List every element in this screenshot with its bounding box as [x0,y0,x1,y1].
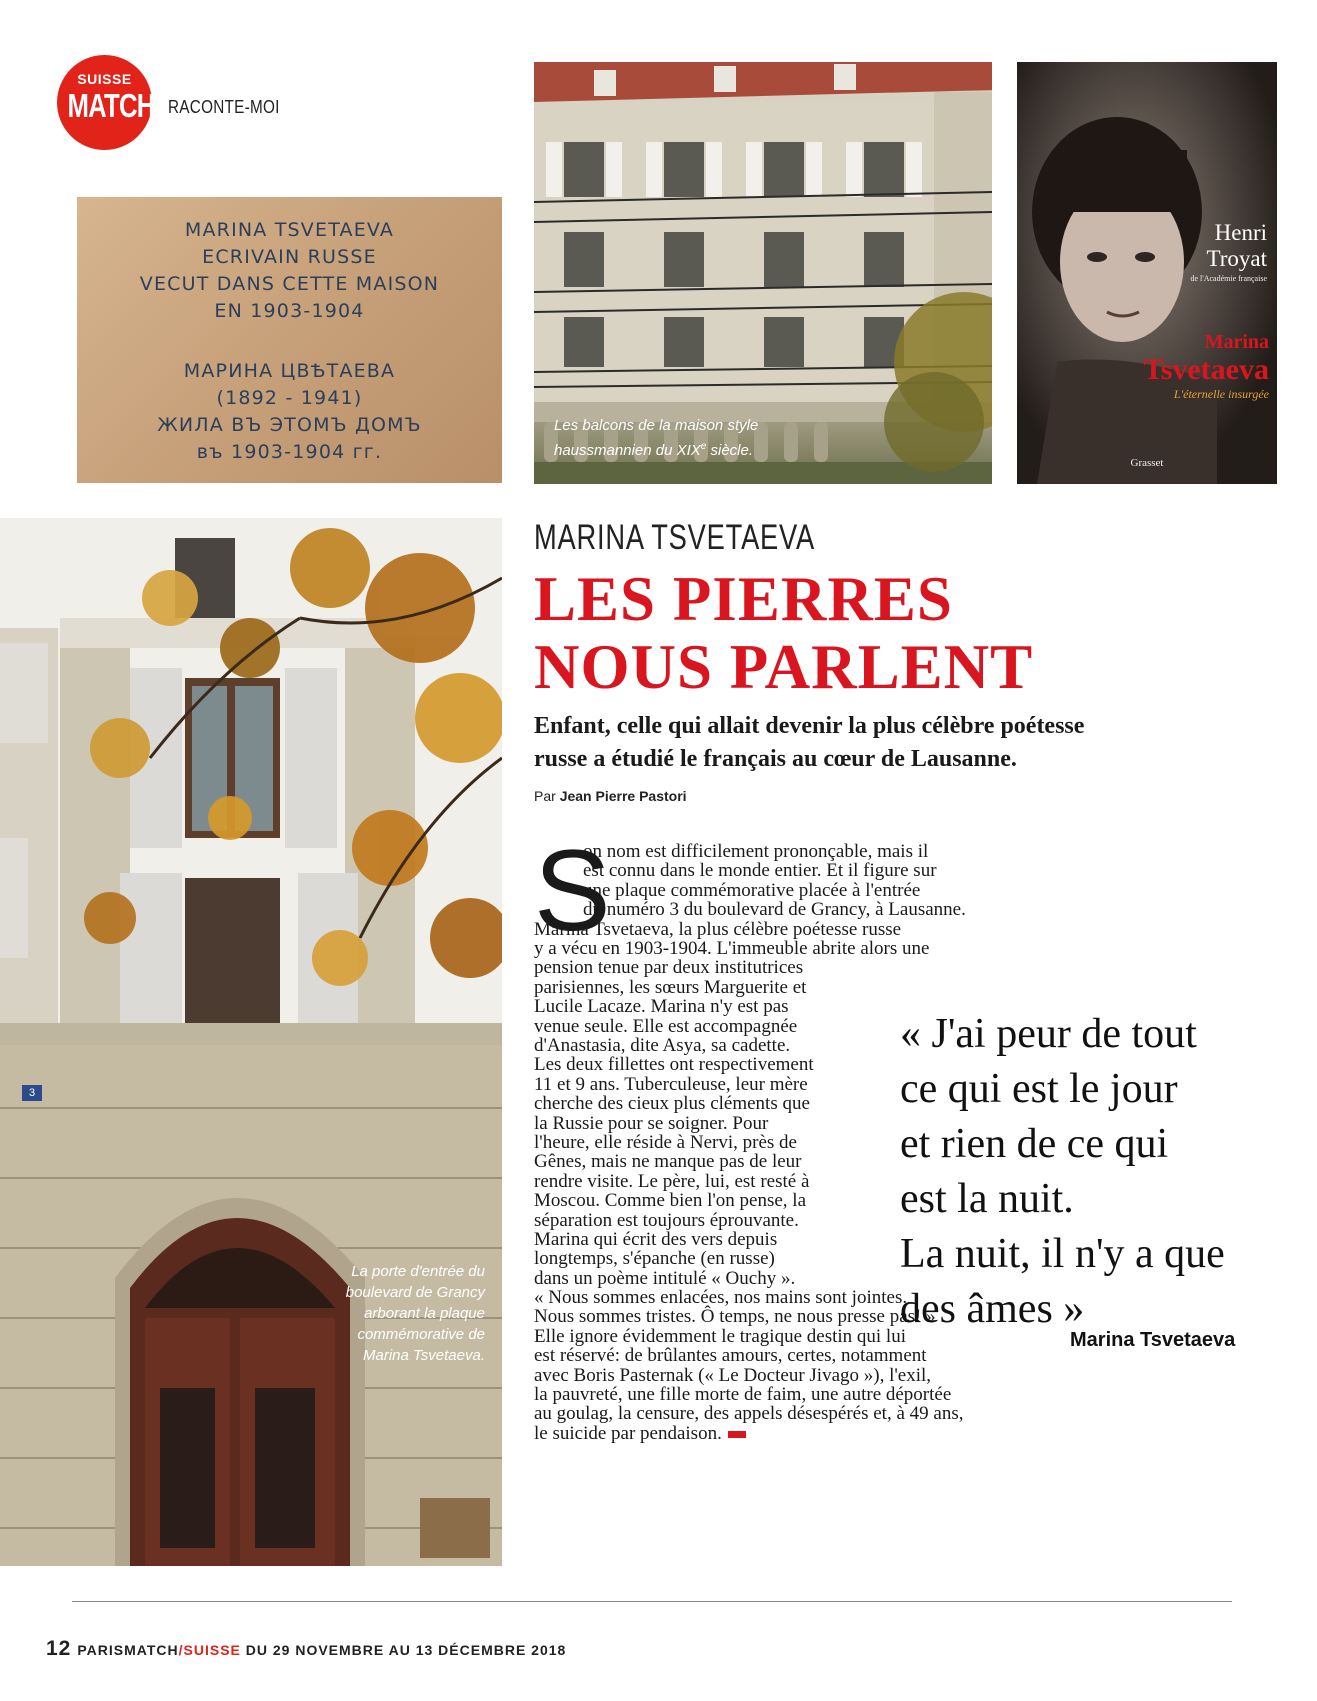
footer-brand: PARISMATCH [77,1642,179,1658]
plaque-line: MARINA TSVETAEVA [184,219,395,241]
pull-quote-author: Marina Tsvetaeva [1070,1329,1236,1351]
quote-line: des âmes » [900,1286,1085,1332]
title-line: NOUS PARLENT [534,632,1034,702]
byline-prefix: Par [534,788,560,804]
plaque-photo [77,197,502,483]
quote-line: et rien de ce qui [900,1121,1169,1167]
caption-superscript: e [700,441,707,452]
plaque-line: ЖИЛА ВЪ ЭТОМЪ ДОМЪ [157,414,422,436]
body-line: parisiennes, les sœurs Marguerite et [534,976,807,998]
body-line: l'heure, elle réside à Nervi, près de [534,1132,797,1154]
building-illustration [0,518,502,1566]
body-line: Les deux fillettes ont respectivement [534,1054,814,1076]
body-line: « Nous sommes enlacées, nos mains sont jointes. [534,1287,908,1308]
caption-line: arborant la plaque [364,1305,485,1322]
book-title [1137,328,1269,384]
book-subtitle: L'éternelle insurgée [1173,387,1269,401]
logo-main-text: MATCH [67,87,155,124]
body-line: 11 et 9 ans. Tuberculeuse, leur mère [534,1073,808,1095]
body-line: Lucile Lacaze. Marina n'y est pas [534,996,789,1018]
book-academy: de l'Académie française [1190,274,1267,283]
body-line: longtemps, s'épanche (en russe) [534,1248,775,1270]
body-line: Marina qui écrit des vers depuis [534,1229,778,1251]
byline [534,788,687,804]
body-line: Marina Tsvetaeva, la plus célèbre poétesse russe [534,918,902,940]
building-photo [0,518,502,1566]
body-line: Moscou. Comme bien l'on pense, la [534,1190,807,1212]
body-line: Elle ignore évidemment le tragique destin qui lui [534,1325,906,1347]
footer-divider [72,1601,1232,1602]
quote-line: La nuit, il n'y a que [900,1231,1225,1277]
plaque-line: EN 1903-1904 [214,300,365,322]
plaque-line: VECUT DANS CETTE MAISON [139,273,440,295]
body-line: la pauvreté, une fille morte de faim, une autre déportée [534,1384,952,1406]
body-line: une plaque commémorative placée à l'entrée [583,879,921,901]
suisse-match-logo [57,55,155,150]
page-number: 12 [46,1637,72,1660]
body-line: au goulag, la censure, des appels désespérés et, à 49 ans, [534,1403,964,1425]
body-line: Nous sommes tristes. Ô temps, ne nous presse pas! » [534,1306,936,1328]
plaque-line: въ 1903-1904 гг. [196,441,383,463]
body-line: cherche des cieux plus cléments que [534,1093,810,1115]
body-line: le suicide par pendaison. [534,1422,722,1444]
body-line: la Russie pour se soigner. Pour [534,1112,769,1134]
body-line: venue seule. Elle est accompagnée [534,1015,798,1037]
book-portrait [1017,62,1277,484]
caption-line [554,436,758,461]
body-line: Gênes, mais ne manque pas de leur [534,1151,802,1173]
page-footer [46,1637,566,1661]
logo-top-text: SUISSE [77,71,132,87]
building-caption [290,1261,485,1366]
section-label: RACONTE-MOI [168,97,280,117]
article-kicker: MARINA TSVETAEVA [534,518,816,557]
house-number-plate: 3 [22,1085,42,1101]
body-line: dans un poème intitulé « Ouchy ». [534,1267,796,1289]
footer-slash: / [178,1642,184,1658]
book-author [1172,220,1267,272]
book-title-line1: Marina [1204,331,1269,353]
body-line: est connu dans le monde entier. Et il figure sur [583,860,937,882]
book-cover [1017,62,1277,484]
title-line: LES PIERRES [534,564,953,634]
body-line: avec Boris Pasternak (« Le Docteur Jivago »), l'exil, [534,1364,932,1386]
quote-line: est la nuit. [900,1176,1074,1222]
book-title-line2: Tsvetaeva [1143,353,1269,386]
body-line: on nom est difficilement prononçable, mais il [583,841,929,862]
body-line: est réservé: de brûlantes amours, certes, notamment [534,1345,927,1367]
deck-line: russe a étudié le français au cœur de Lausanne. [534,746,1017,772]
plaque-line: ECRIVAIN RUSSE [202,246,377,268]
plaque-line: МАРИНА ЦВѢТАЕВА [183,360,396,382]
body-line: y a vécu en 1903-1904. L'immeuble abrite alors une [534,938,930,959]
body-paragraph-full [534,920,1049,959]
book-publisher: Grasset [1130,457,1164,469]
byline-author: Jean Pierre Pastori [559,788,687,804]
body-last-line [534,1424,1049,1443]
caption-line: boulevard de Grancy [345,1284,485,1301]
footer-dates: DU 29 NOVEMBRE AU 13 DÉCEMBRE 2018 [240,1642,567,1658]
end-mark [728,1431,746,1438]
quote-line: « J'ai peur de tout [900,1011,1197,1057]
deck-line: Enfant, celle qui allait devenir la plus célèbre poétesse [534,713,1085,739]
caption-line: Les balcons de la maison style [554,417,759,434]
footer-edition: SUISSE [183,1642,241,1658]
caption-text: siècle. [706,442,754,459]
book-author-first: Henri [1214,220,1267,245]
plaque-line: (1892 - 1941) [216,387,363,409]
caption-line: commémorative de [357,1326,485,1343]
pull-quote [900,1007,1240,1337]
body-line: séparation est toujours éprouvante. [534,1209,799,1231]
caption-line: Marina Tsvetaeva. [362,1347,485,1364]
balcony-caption [554,415,758,461]
body-line: rendre visite. Le père, lui, est resté à [534,1170,810,1192]
book-author-last: Troyat [1206,246,1267,271]
balcony-photo [534,62,992,484]
body-line: pension tenue par deux institutrices [534,957,804,979]
caption-text: haussmannien du XIX [554,442,701,459]
article-deck [534,710,1084,776]
body-line: d'Anastasia, dite Asya, sa cadette. [534,1035,791,1057]
drop-cap: S [534,827,611,955]
body-line: du numéro 3 du boulevard de Grancy, à Lausanne. [583,899,966,921]
article-title [534,565,1033,701]
caption-line: La porte d'entrée du [351,1263,485,1280]
body-paragraph-intro [583,842,1049,920]
quote-line: ce qui est le jour [900,1066,1178,1112]
body-paragraph-narrow [534,958,879,1288]
